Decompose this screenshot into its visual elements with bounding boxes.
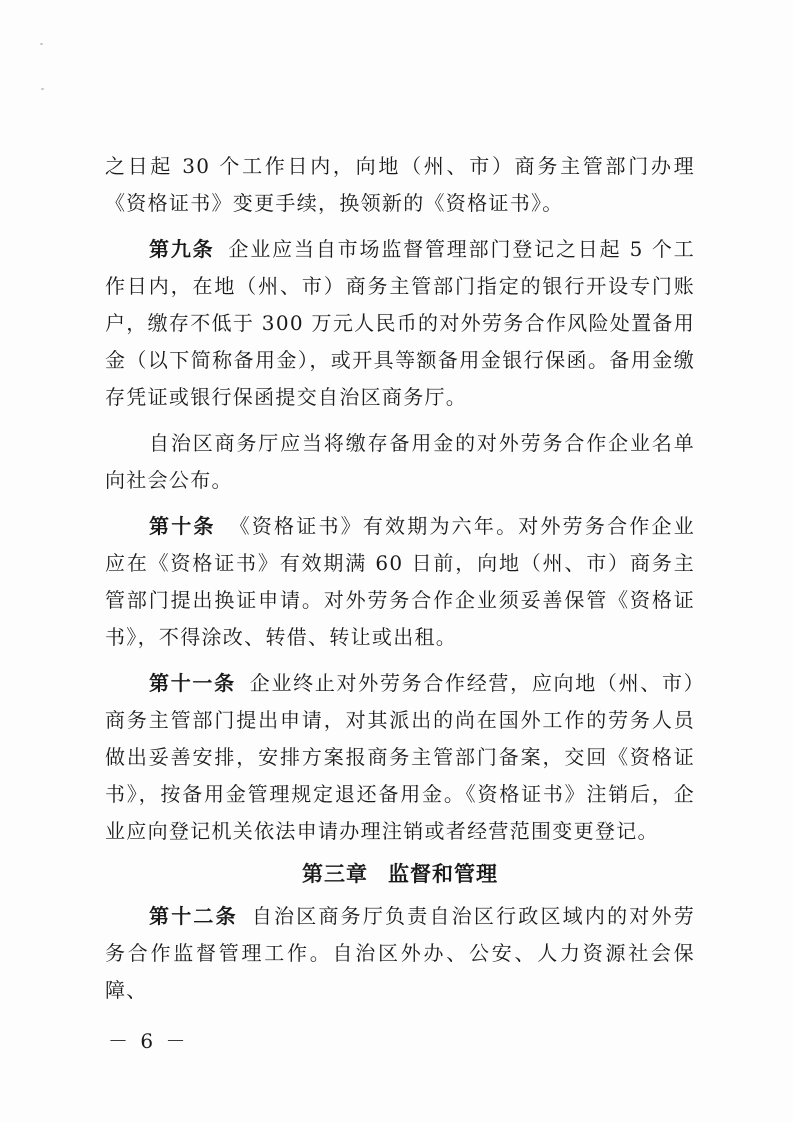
article-number: 第十二条 (149, 904, 238, 928)
article-number: 第九条 (149, 237, 215, 261)
document-body (105, 148, 695, 1009)
chapter-title: 监督和管理 (388, 861, 498, 886)
paragraph-text: 《资格证书》有效期为六年。对外劳务合作企业应在《资格证书》有效期满 60 日前，向地（州、市）商务主管部门提出换证申请。对外劳务合作企业须妥善保管《资格证书》，不得涂改、转借、转让或出租。 (105, 514, 695, 649)
paragraph-publication (105, 425, 695, 499)
paragraph-continuation (105, 148, 695, 222)
article-12 (105, 898, 695, 1009)
article-9 (105, 231, 695, 416)
article-number: 第十一条 (149, 671, 236, 695)
article-10 (105, 508, 695, 656)
chapter-heading (105, 854, 695, 894)
page-number: － 6 － (108, 1029, 189, 1053)
scan-speck (40, 43, 43, 45)
paragraph-text: 自治区商务厅应当将缴存备用金的对外劳务合作企业名单向社会公布。 (105, 431, 695, 492)
paragraph-text: 自治区商务厅负责自治区行政区域内的对外劳务合作监督管理工作。自治区外办、公安、人力资源社会保障、 (105, 904, 696, 1002)
chapter-number: 第三章 (302, 861, 368, 886)
paragraph-text: 企业应当自市场监督管理部门登记之日起 5 个工作日内，在地（州、市）商务主管部门指定的银行开设专门账户，缴存不低于 300 万元人民币的对外劳务合作风险处置备用金（以下简称备用金），或开具等额备用金银行保函。备用金缴存凭证或银行保函提交自治区商务厅。 (105, 237, 695, 409)
article-number: 第十条 (149, 514, 216, 538)
paragraph-text: 之日起 30 个工作日内，向地（州、市）商务主管部门办理《资格证书》变更手续，换领新的《资格证书》。 (105, 154, 695, 215)
article-11 (105, 665, 695, 850)
paragraph-text: 企业终止对外劳务合作经营，应向地（州、市）商务主管部门提出申请，对其派出的尚在国外工作的劳务人员做出妥善安排，安排方案报商务主管部门备案，交回《资格证书》，按备用金管理规定退还备用金。《资格证书》注销后，企业应向登记机关依法申请办理注销或者经营范围变更登记。 (105, 671, 695, 843)
scan-speck (41, 88, 44, 90)
